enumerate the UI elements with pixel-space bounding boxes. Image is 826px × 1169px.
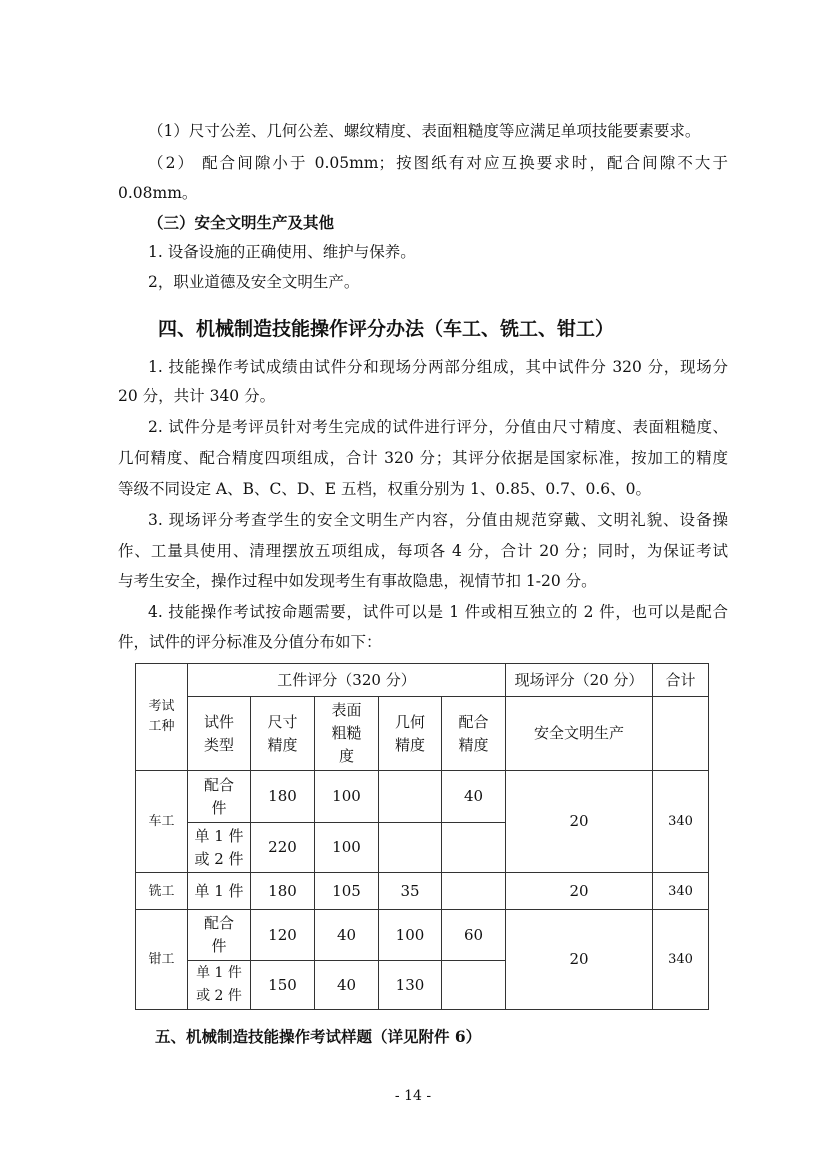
cell-fit: 40 [442, 771, 506, 823]
cell-surf: 40 [315, 961, 379, 1010]
cell-fit [442, 823, 506, 873]
section-heading-sample: 五、机械制造技能操作考试样题（详见附件 6） [155, 1027, 482, 1046]
cell-total: 340 [653, 910, 709, 1010]
section-heading-safety: （三）安全文明生产及其他 [148, 213, 335, 232]
cell-surf: 40 [315, 910, 379, 961]
para-fit-gap-line1: （2） 配合间隙小于 0.05mm；按图纸有对应互换要求时，配合间隙不大于 [148, 154, 728, 172]
cell-total: 340 [653, 771, 709, 873]
cell-geo: 35 [379, 873, 442, 910]
cell-geo [379, 823, 442, 873]
cell-dim: 180 [251, 873, 315, 910]
cell-dim: 180 [251, 771, 315, 823]
header-geo-precision: 几何 精度 [379, 697, 442, 771]
header-total-blank [653, 697, 709, 771]
table-row [136, 771, 709, 823]
header-piece-score: 工件评分（320 分） [188, 664, 506, 697]
item2-line3: 等级不同设定 A、B、C、D、E 五档，权重分别为 1、0.85、0.7、0.6、0。 [118, 480, 652, 498]
item3-line1: 3. 现场评分考查学生的安全文明生产内容，分值由规范穿戴、文明礼貌、设备操 [148, 511, 728, 529]
cell-kind: 单 1 件 或 2 件 [188, 823, 251, 873]
trade-fitter: 钳工 [136, 910, 188, 1010]
para-tolerance-req: （1）尺寸公差、几何公差、螺纹精度、表面粗糙度等应满足单项技能要素要求。 [148, 122, 701, 140]
header-fit-precision: 配合 精度 [442, 697, 506, 771]
item1-line2: 20 分，共计 340 分。 [118, 387, 276, 405]
trade-lathe: 车工 [136, 771, 188, 873]
item3-line2: 作、工量具使用、清理摆放五项组成，每项各 4 分，合计 20 分；同时，为保证考试 [118, 542, 728, 560]
page-number: - 14 - [394, 1088, 432, 1104]
cell-site: 20 [506, 910, 653, 1010]
cell-geo: 130 [379, 961, 442, 1010]
cell-fit [442, 873, 506, 910]
cell-surf: 100 [315, 771, 379, 823]
item2-line1: 2. 试件分是考评员针对考生完成的试件进行评分，分值由尺寸精度、表面粗糙度、 [148, 418, 728, 436]
cell-kind: 单 1 件 或 2 件 [188, 961, 251, 1010]
item4-line2: 件，试件的评分标准及分值分布如下： [118, 633, 382, 651]
cell-dim: 220 [251, 823, 315, 873]
cell-surf: 105 [315, 873, 379, 910]
header-exam-type: 考试 工种 [136, 664, 188, 771]
table-row [136, 910, 709, 961]
header-total: 合计 [653, 664, 709, 697]
table-row [136, 873, 709, 910]
trade-milling: 铣工 [136, 873, 188, 910]
cell-surf: 100 [315, 823, 379, 873]
cell-total: 340 [653, 873, 709, 910]
scoring-table [135, 663, 709, 1010]
item1-line1: 1. 技能操作考试成绩由试件分和现场分两部分组成，其中试件分 320 分，现场分 [148, 358, 728, 376]
cell-fit: 60 [442, 910, 506, 961]
cell-kind: 配合 件 [188, 910, 251, 961]
item4-line1: 4. 技能操作考试按命题需要，试件可以是 1 件或相互独立的 2 件，也可以是配合 [148, 603, 728, 621]
cell-site: 20 [506, 771, 653, 873]
cell-kind: 单 1 件 [188, 873, 251, 910]
cell-dim: 150 [251, 961, 315, 1010]
item3-line3: 与考生安全，操作过程中如发现考生有事故隐患，视情节扣 1-20 分。 [118, 572, 597, 590]
cell-geo: 100 [379, 910, 442, 961]
header-piece-kind: 试件 类型 [188, 697, 251, 771]
cell-dim: 120 [251, 910, 315, 961]
para-fit-gap-line2: 0.08mm。 [118, 184, 198, 202]
cell-kind: 配合 件 [188, 771, 251, 823]
section-heading-scoring: 四、机械制造技能操作评分办法（车工、铣工、钳工） [158, 318, 615, 340]
cell-fit [442, 961, 506, 1010]
list-item-equipment: 1. 设备设施的正确使用、维护与保养。 [148, 243, 416, 261]
list-item-ethics: 2，职业道德及安全文明生产。 [148, 273, 360, 291]
header-safety: 安全文明生产 [506, 697, 653, 771]
cell-site: 20 [506, 873, 653, 910]
header-dim-precision: 尺寸 精度 [251, 697, 315, 771]
header-site-score: 现场评分（20 分） [506, 664, 653, 697]
item2-line2: 几何精度、配合精度四项组成，合计 320 分；其评分依据是国家标准，按加工的精度 [118, 449, 728, 467]
cell-geo [379, 771, 442, 823]
header-surface-roughness: 表面 粗糙 度 [315, 697, 379, 771]
